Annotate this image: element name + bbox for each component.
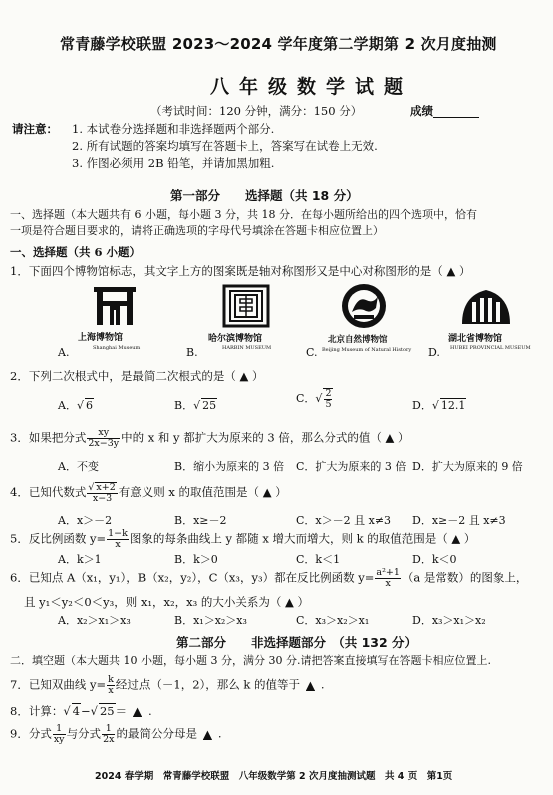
q1-option-c: C. — [306, 346, 318, 359]
note-1: 1. 本试卷分选择题和非选择题两个部分. — [72, 122, 275, 136]
part2-title: 第二部分 非选择题部分 （共 132 分） — [176, 635, 418, 650]
q7-answer-blank: ▲ — [306, 677, 315, 692]
logo-b-english: HARBIN MUSEUM — [222, 345, 272, 351]
question-6-stem: 6．已知点 A（x₁，y₁），B（x₂，y₂），C（x₃，y₃）都在反比例函数 y= $\frac{\text{a²+1}}{x}$ （a 是常数）的图象上， — [10, 567, 528, 589]
exam-subject: 八年级数学试题 — [210, 76, 414, 98]
q5-option-c: C．k＜1 — [296, 553, 341, 566]
logo-a-name: 上海博物馆 — [78, 333, 124, 343]
note-3: 3. 作图必须用 2B 铅笔，并请加黑加粗. — [72, 156, 275, 170]
q3-option-a: A．不变 — [58, 460, 99, 473]
q6-option-d: D．x₃＞x₁＞x₂ — [412, 614, 486, 627]
q3-option-b: B．缩小为原来的 3 倍 — [174, 460, 285, 473]
q5-option-d: D．k＜0 — [412, 553, 457, 566]
part1-subheading: 一、选择题（共 6 小题） — [10, 245, 142, 259]
question-5-stem: 5．反比例函数 y= $\frac{1-k}{x}$ 图象的每条曲线上 y 都随 x 增大而增大，则 k 的取值范围是（ ▲ ） — [10, 528, 476, 550]
logo-d-name: 湖北省博物馆 — [448, 334, 503, 344]
q6-option-b: B．x₁＞x₂＞x₃ — [174, 614, 247, 627]
part1-instructions-line2: 一项是符合题目要求的，请将正确选项的字母代号填涂在答题卡相应位置上） — [10, 224, 384, 237]
question-8: 8．计算：√ 4−√ 25＝ ▲ . — [10, 704, 152, 718]
q4-option-b: B．x≥－2 — [174, 514, 227, 527]
logo-b-name: 哈尔滨博物馆 — [208, 334, 263, 344]
logo-a-english: Shanghai Museum — [93, 345, 141, 351]
q4-option-d: D．x≥－2 且 x≠3 — [412, 514, 506, 527]
page-footer: 2024 春学期 常青藤学校联盟 八年级数学第 2 次月度抽测试题 共 4 页 第1页 — [95, 771, 453, 782]
q5-option-a: A．k＞1 — [58, 553, 102, 566]
score-field — [410, 104, 479, 118]
score-blank — [433, 106, 479, 118]
part1-instructions-line1: 一、选择题（本大题共有 6 小题，每小题 3 分，共 18 分．在每小题所给出的四个选项中，恰有 — [10, 208, 477, 221]
q1-option-d: D. — [428, 346, 440, 359]
logo-c-name: 北京自然博物馆 — [328, 335, 388, 345]
logo-d-english: HUBEI PROVINCIAL MUSEUM — [450, 345, 531, 351]
question-6-line2: 且 y₁＜y₂＜0＜y₃，则 x₁，x₂，x₃ 的大小关系为（ ▲ ） — [24, 595, 310, 609]
q6-option-a: A．x₂＞x₁＞x₃ — [58, 614, 131, 627]
q2-option-d: D．√ 12.1 — [412, 399, 466, 412]
logo-c-english: Beijing Museum of Natural History — [322, 347, 412, 353]
q2-option-b: B．√ 25 — [174, 399, 217, 412]
part1-title: 第一部分 选择题（共 18 分） — [170, 188, 359, 203]
exam-info: （考试时间：120 分钟，满分：150 分） — [150, 104, 363, 118]
shanghai-museum-logo-icon — [88, 285, 142, 327]
question-2-stem: 2．下列二次根式中，是最简二次根式的是（ ▲ ） — [10, 369, 264, 383]
q2-option-a: A．√ 6 — [58, 399, 93, 412]
question-4-stem: 4．已知代数式 $\frac{√ x+2}{x-3}$ 有意义则 x 的取值范围是（ ▲ ） — [10, 482, 287, 504]
q5-option-b: B．k＞0 — [174, 553, 218, 566]
q3-option-d: D．扩大为原来的 9 倍 — [412, 460, 523, 473]
q2-option-c: C．√ $\frac{2}{5}$ — [296, 388, 332, 410]
q6-option-c: C．x₃＞x₂＞x₁ — [296, 614, 370, 627]
question-7: 7．已知双曲线 y= $\frac{k}{x}$ 经过点（－1，2），那么 k 的值等于 ▲ . — [10, 674, 325, 696]
q4-option-c: C．x＞－2 且 x≠3 — [296, 514, 392, 527]
q1-option-b: B. — [186, 346, 198, 359]
hubei-provincial-museum-logo-icon — [460, 288, 512, 326]
q4-option-a: A．x＞－2 — [58, 514, 113, 527]
notes-label: 请注意： — [12, 122, 58, 136]
score-label: 成绩 — [410, 104, 433, 118]
question-1-stem: 1．下面四个博物馆标志，其文字上方的图案既是轴对称图形又是中心对称图形的是（ ▲ ） — [10, 264, 471, 278]
q1-option-a: A. — [58, 346, 70, 359]
part2-instructions: 二．填空题（本大题共 10 小题，每小题 3 分，满分 30 分.请把答案直接填写在答题卡相应位置上. — [10, 654, 491, 667]
exam-title: 常青藤学校联盟 2023～2024 学年度第二学期第 2 次月度抽测 — [60, 35, 497, 53]
question-9: 9．分式 $\frac{1}{xy}$ 与分式 $\frac{1}{2x}$ 的最简公分母是 ▲ . — [10, 723, 222, 745]
q3-option-c: C．扩大为原来的 3 倍 — [296, 460, 407, 473]
q8-answer-blank: ▲ — [133, 704, 142, 718]
beijing-natural-history-museum-logo-icon — [340, 282, 388, 330]
question-3-stem: 3．如果把分式 $\frac{xy}{2x-3y}$ 中的 x 和 y 都扩大为原来的 3 倍，那么分式的值（ ▲ ） — [10, 427, 410, 449]
harbin-museum-logo-icon — [222, 284, 270, 328]
note-2: 2. 所有试题的答案均填写在答题卡上，答案写在试卷上无效. — [72, 139, 378, 153]
q9-answer-blank: ▲ — [202, 726, 212, 741]
